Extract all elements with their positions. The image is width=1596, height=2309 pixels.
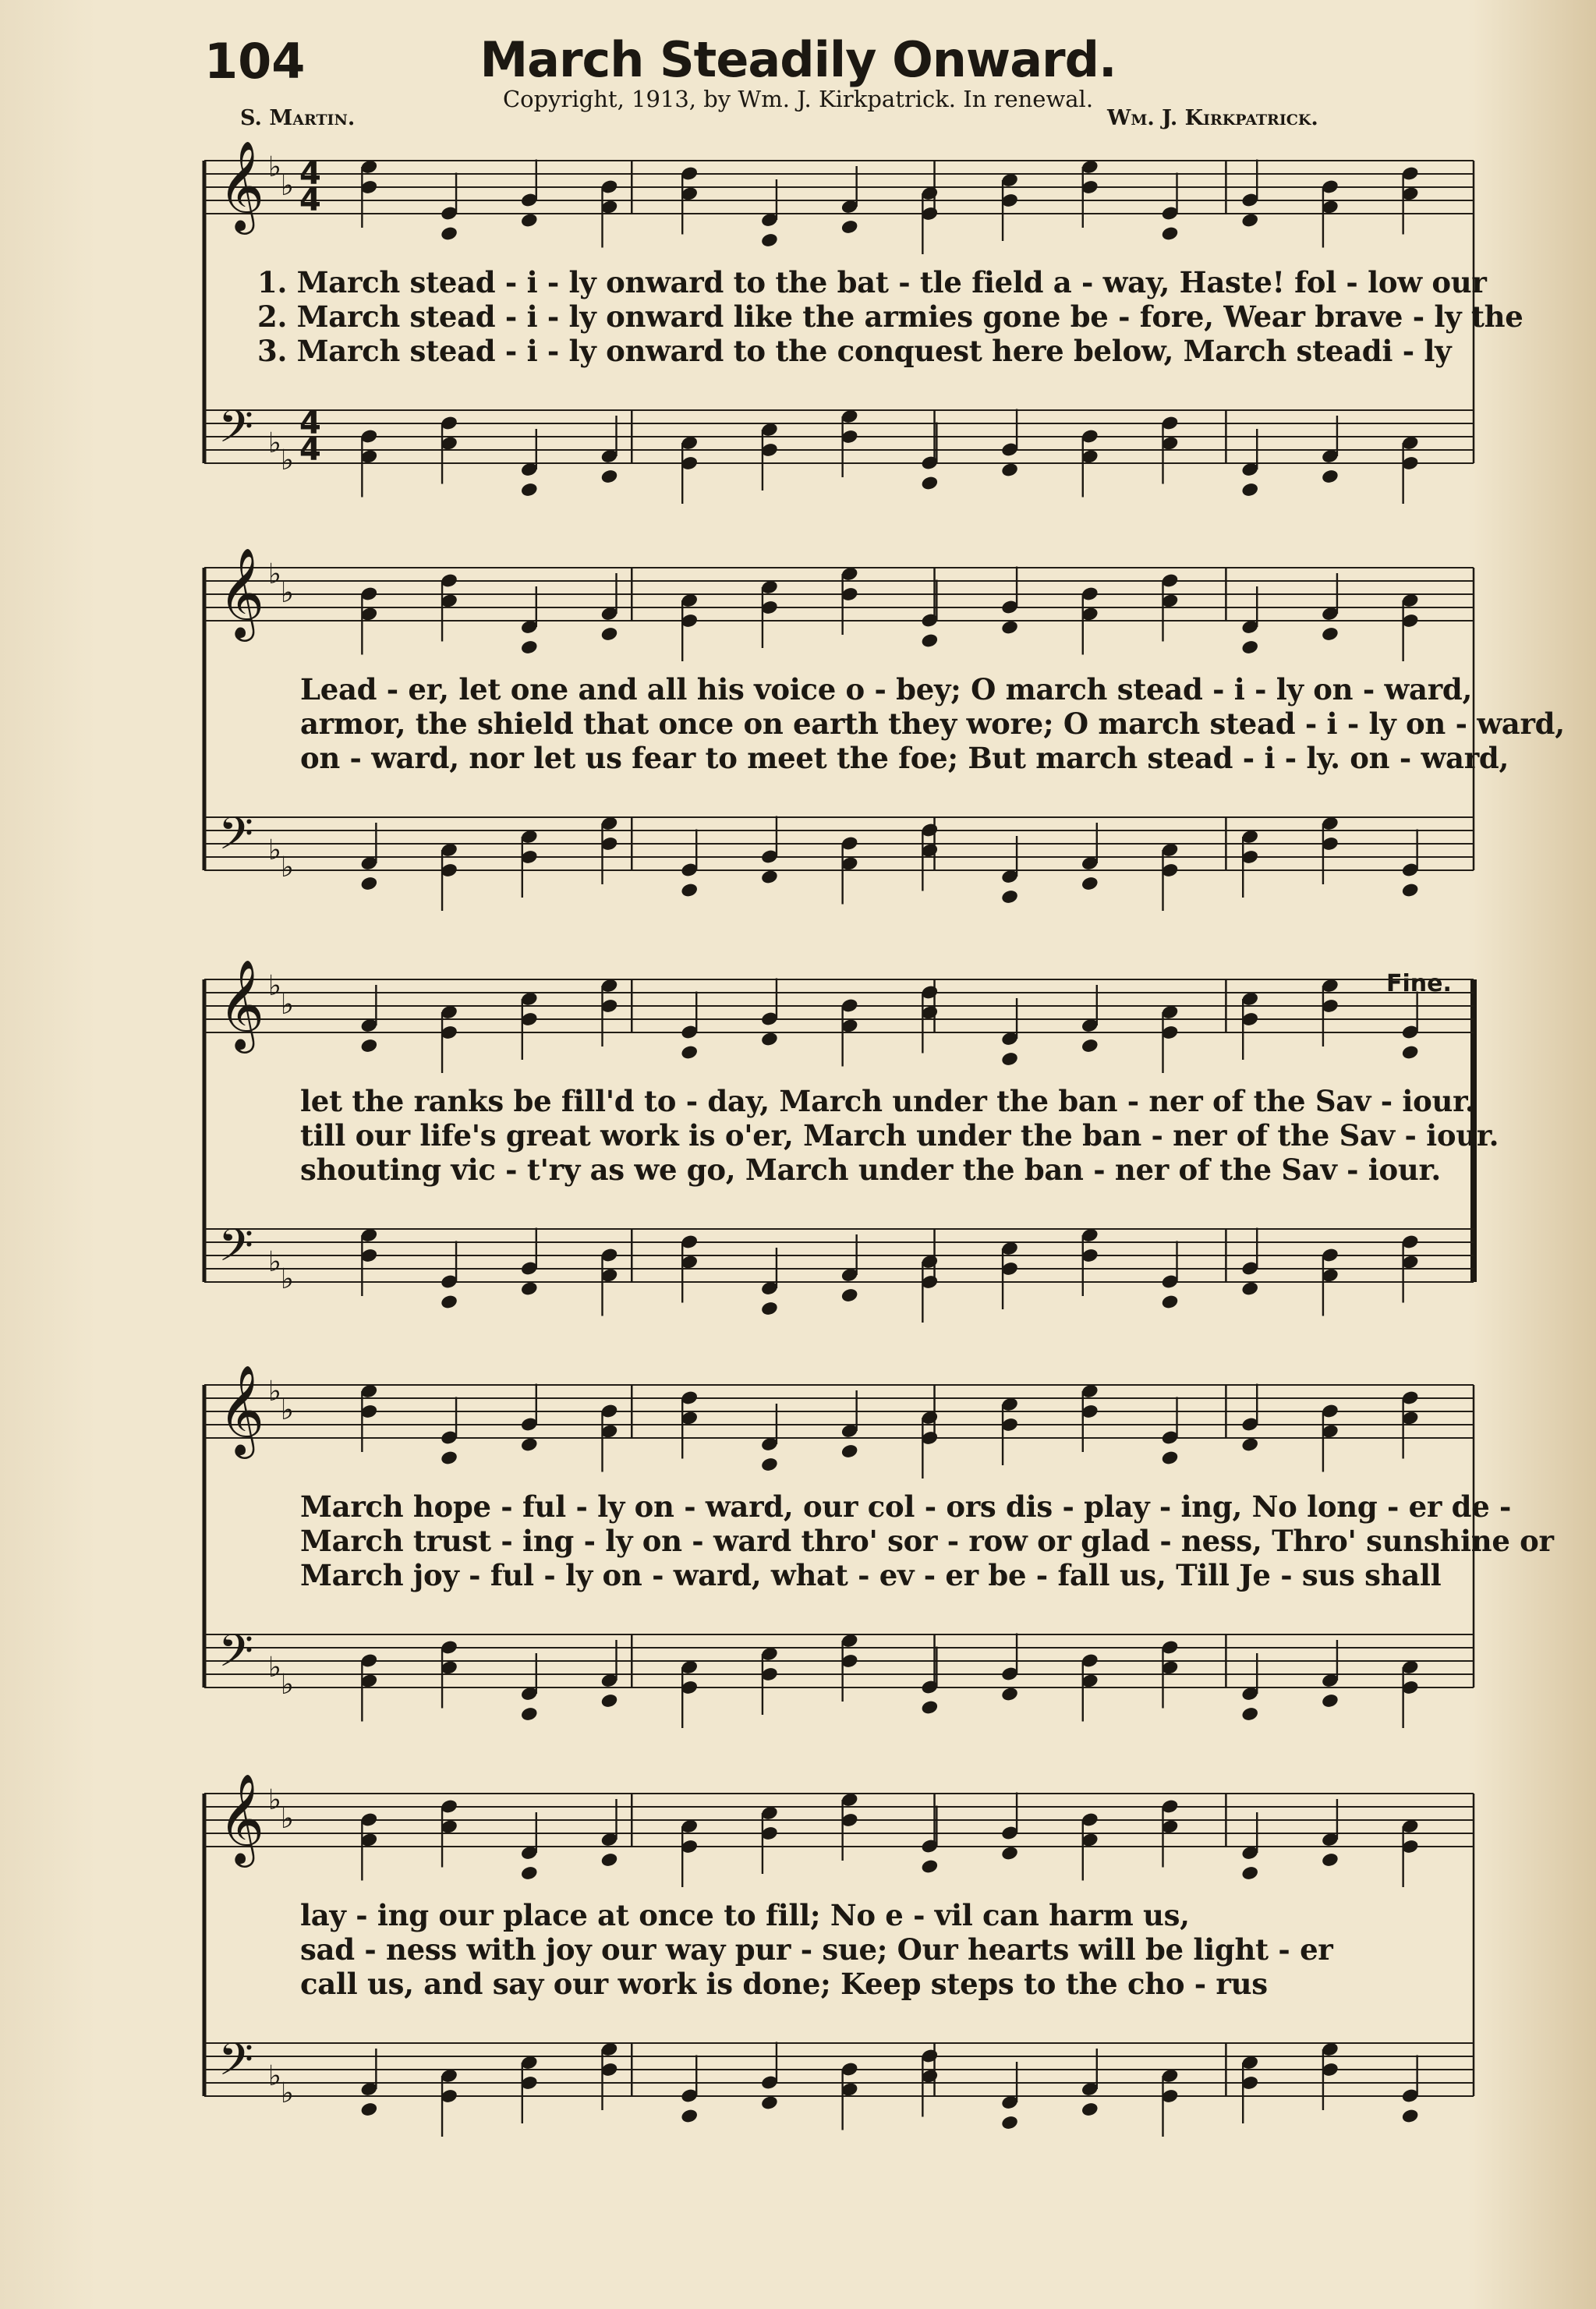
note-head [520,1280,539,1297]
lyric-line-verse-1: 1. March stead - i - ly onward to the bat - tle field a - way, Haste! fol - low our [257,265,1487,299]
composer-credit: Wm. J. Kirkpatrick. [1107,106,1318,130]
bass-clef-icon: 𝄢 [218,2033,254,2097]
flat-icon: ♭ [281,444,294,476]
bass-clef-icon: 𝄢 [218,807,254,871]
note-head [600,1693,619,1709]
bass-clef-icon: 𝄢 [218,1219,254,1283]
note-head [920,1858,939,1875]
time-signature: 4 [299,156,321,192]
lyric-line-verse-1: lay - ing our place at once to fill; No e - vil can harm us, [300,1898,1190,1932]
bass-staff [204,807,1474,884]
treble-notes [359,1383,1419,1479]
flat-icon: ♭ [268,1246,281,1278]
treble-staff [204,140,1474,235]
flat-icon: ♭ [268,151,281,183]
flat-icon: ♭ [268,1784,281,1816]
lyric-line-verse-3: 3. March stead - i - ly onward to the conquest here below, March steadi - ly [257,334,1452,368]
note-head [760,1031,779,1047]
lyric-line-verse-2: March trust - ing - ly on - ward thro' sor - row or glad - ness, Thro' sunshine or [300,1524,1554,1558]
note-head [680,1044,699,1061]
note-head [680,2108,699,2124]
note-head [1081,2102,1099,2118]
note-head [1000,1845,1019,1861]
page-number: 104 [204,33,306,90]
lyric-line-verse-1: March hope - ful - ly on - ward, our col - ors dis - play - ing, No long - er de - [300,1489,1512,1524]
copyright-notice: Copyright, 1913, by Wm. J. Kirkpatrick. In renewal. [502,86,1094,112]
treble-clef-icon: 𝄞 [218,1364,265,1455]
bass-notes [359,1227,1419,1323]
treble-staff [204,547,1474,642]
time-signature: 4 [299,432,321,468]
note-head [760,2095,779,2111]
bass-staff [204,1624,1474,1701]
treble-notes [359,978,1419,1073]
bass-staff [204,400,1474,476]
treble-notes [359,1792,1419,1887]
note-head [920,1699,939,1716]
lyric-line-verse-3: on - ward, nor let us fear to meet the foe; But march stead - i - ly. on - ward, [300,741,1509,775]
bass-notes [359,2042,1419,2137]
lyric-line-verse-3: March joy - ful - ly on - ward, what - ev - er be - fall us, Till Je - sus shall [300,1558,1442,1592]
note-head [1000,2115,1019,2131]
treble-notes [359,159,1419,254]
note-head [1401,2108,1420,2124]
note-head [600,626,619,643]
hymn-title: March Steadily Onward. [480,31,1116,88]
note-head [920,632,939,649]
time-signature: 4 [299,182,321,218]
note-head [520,1436,539,1453]
note-head [1000,619,1019,636]
note-head [1000,462,1019,478]
note-head [1240,1706,1259,1723]
flat-icon: ♭ [268,1376,281,1408]
bass-staff [204,1219,1474,1295]
note-head [520,639,539,656]
flat-icon: ♭ [268,558,281,590]
flat-icon: ♭ [268,970,281,1002]
note-head [1321,1852,1339,1868]
note-head [1321,469,1339,485]
flat-icon: ♭ [281,989,294,1021]
flat-icon: ♭ [268,1652,281,1684]
note-head [440,1450,458,1466]
lyric-line-verse-2: till our life's great work is o'er, March under the ban - ner of the Sav - iour. [300,1118,1499,1153]
note-head [1000,889,1019,905]
note-head [760,232,779,249]
note-head [440,1294,458,1310]
note-head [920,475,939,491]
note-head [1161,1294,1180,1310]
note-head [1240,1436,1259,1453]
lyric-line-verse-1: let the ranks be fill'd to - day, March under the ban - ner of the Sav - iour. [300,1084,1475,1118]
lyric-line-verse-3: shouting vic - t'ry as we go, March under the ban - ner of the Sav - iour. [300,1153,1441,1187]
note-head [680,882,699,898]
bass-staff [204,2033,1474,2109]
bass-notes [359,1633,1419,1728]
bass-notes [359,409,1419,504]
lyric-line-verse-2: armor, the shield that once on earth they wore; O march stead - i - ly on - ward, [300,707,1565,741]
time-signature: 4 [299,405,321,441]
note-head [359,1038,378,1054]
treble-notes [359,566,1419,661]
note-head [1000,1686,1019,1702]
note-head [840,1287,859,1304]
note-head [359,2102,378,2118]
note-head [520,1706,539,1723]
lyric-line-verse-2: 2. March stead - i - ly onward like the armies gone be - fore, Wear brave - ly the [257,299,1523,334]
note-head [1321,1693,1339,1709]
flat-icon: ♭ [281,1669,294,1701]
note-head [600,1852,619,1868]
treble-clef-icon: 𝄞 [218,1772,265,1864]
bass-clef-icon: 𝄢 [218,1624,254,1688]
note-head [1240,1865,1259,1882]
flat-icon: ♭ [268,427,281,459]
flat-icon: ♭ [281,170,294,202]
note-head [1161,225,1180,242]
treble-staff [204,1364,1474,1459]
flat-icon: ♭ [268,2060,281,2092]
treble-clef-icon: 𝄞 [218,958,265,1050]
flat-icon: ♭ [268,834,281,866]
note-head [760,869,779,885]
note-head [1321,626,1339,643]
bass-notes [359,816,1419,911]
flat-icon: ♭ [281,1803,294,1835]
flat-icon: ♭ [281,2077,294,2109]
note-head [1240,482,1259,498]
note-head [1000,1051,1019,1068]
treble-staff [204,1772,1474,1868]
note-head [760,1457,779,1473]
note-head [1240,212,1259,228]
lyric-line-verse-2: sad - ness with joy our way pur - sue; Our hearts will be light - er [300,1932,1333,1967]
fine-marker: Fine. [1386,970,1452,997]
note-head [760,1301,779,1317]
note-head [1081,876,1099,892]
note-head [520,1865,539,1882]
lyric-line-verse-3: call us, and say our work is done; Keep steps to the cho - rus [300,1967,1268,2001]
lyricist-credit: S. Martin. [240,106,356,130]
note-head [1161,1450,1180,1466]
note-head [840,1443,859,1460]
flat-icon: ♭ [281,1263,294,1295]
note-head [440,225,458,242]
flat-icon: ♭ [281,1394,294,1426]
note-head [1081,1038,1099,1054]
note-head [1401,1044,1420,1061]
treble-staff [204,958,1474,1054]
note-head [1401,882,1420,898]
note-head [600,469,619,485]
note-head [1240,639,1259,656]
lyric-line-verse-1: Lead - er, let one and all his voice o - bey; O march stead - i - ly on - ward, [300,672,1473,707]
note-head [1240,1280,1259,1297]
flat-icon: ♭ [281,577,294,609]
note-head [359,876,378,892]
bass-clef-icon: 𝄢 [218,400,254,464]
treble-clef-icon: 𝄞 [218,547,265,638]
note-head [840,219,859,236]
treble-clef-icon: 𝄞 [218,140,265,231]
note-head [520,482,539,498]
flat-icon: ♭ [281,852,294,884]
note-head [520,212,539,228]
